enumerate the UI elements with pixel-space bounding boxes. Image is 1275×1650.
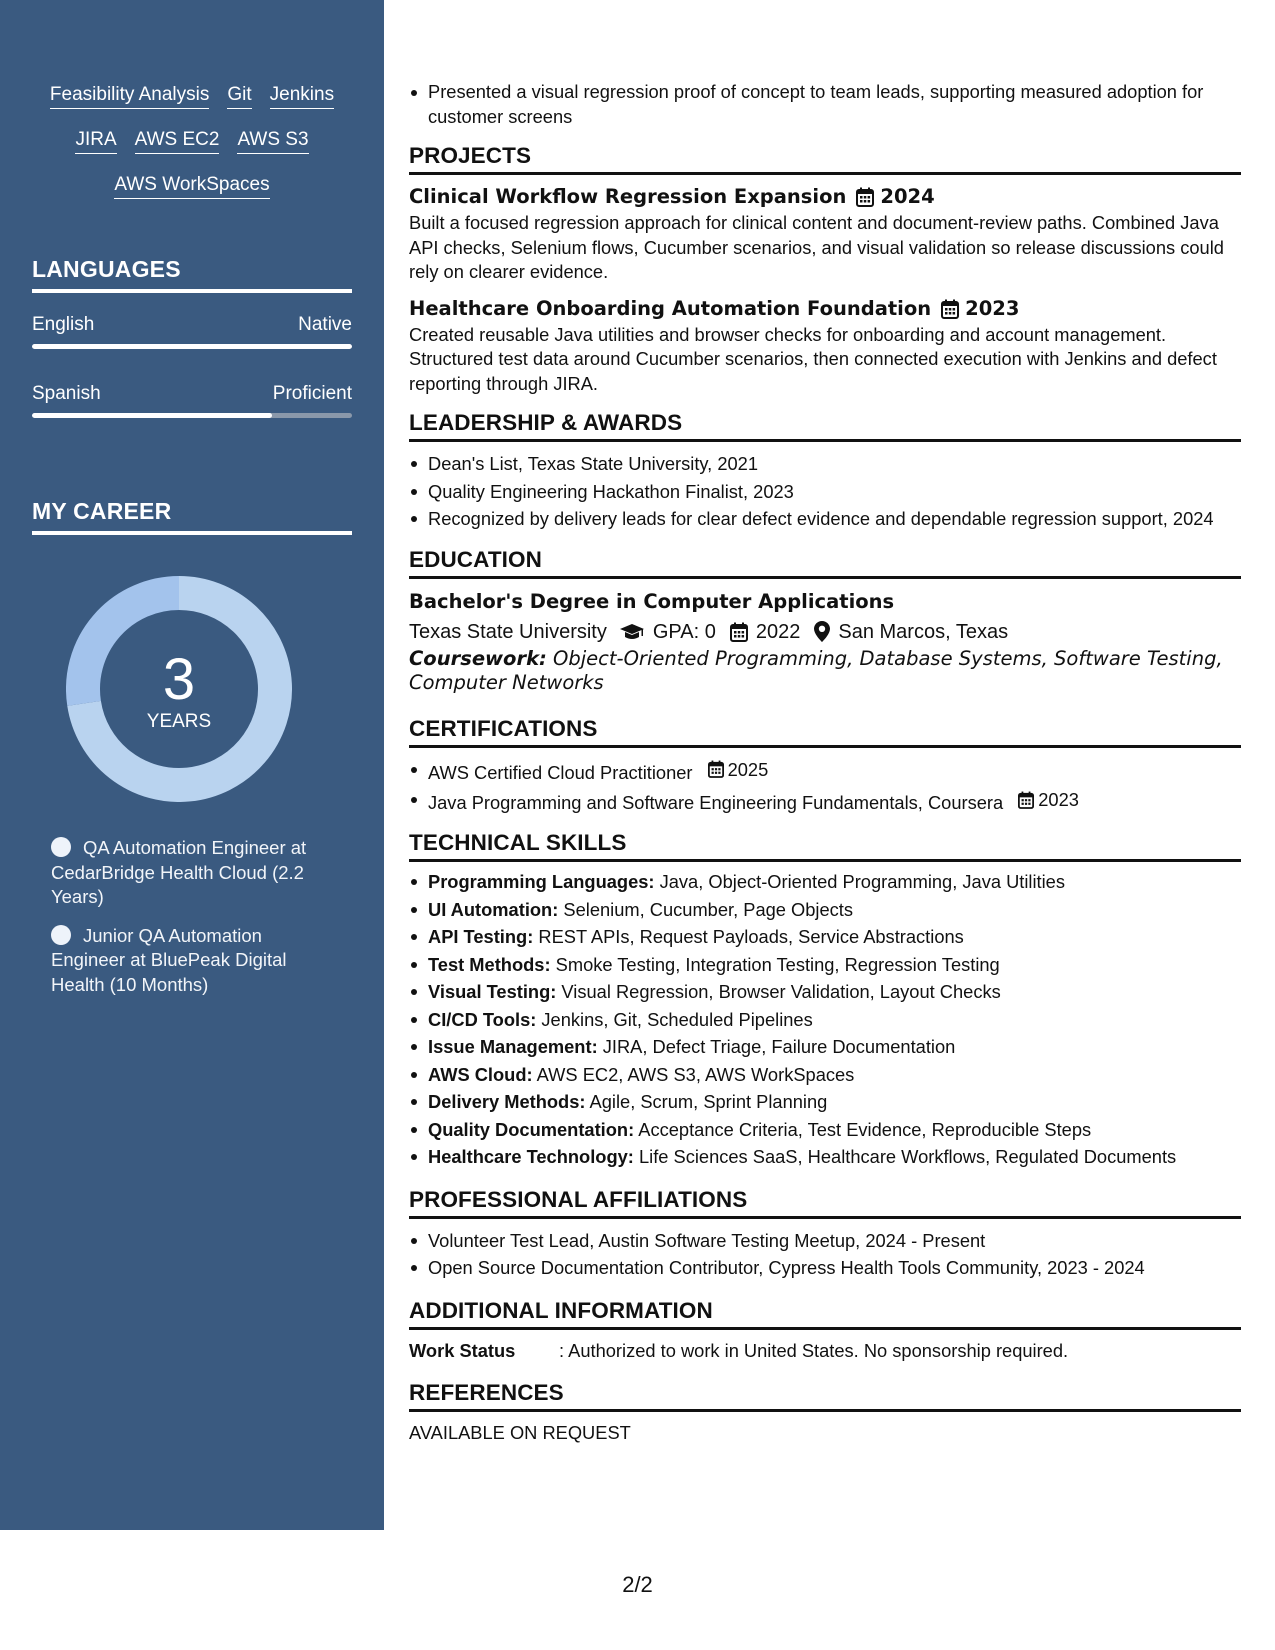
project-description: Created reusable Java utilities and browser checks for onboarding and account management. Structured test data around Cucumber scenarios, then connected execution with Jenkins and defect reporting through JIRA. (409, 323, 1217, 394)
skill-tag: Feasibility Analysis (50, 84, 209, 109)
project-year: 2023 (965, 296, 1020, 320)
list-item (409, 1143, 1241, 1171)
career-item (51, 836, 331, 910)
list-item (409, 786, 1241, 816)
references-text: AVAILABLE ON REQUEST (409, 1421, 631, 1443)
language-bar-fill (32, 344, 352, 349)
language-bar-spanish (32, 413, 352, 418)
skill-values: Smoke Testing, Integration Testing, Regression Testing (550, 953, 1000, 975)
skill-category: CI/CD Tools: (428, 1008, 537, 1030)
skill-tag: JIRA (75, 129, 116, 154)
language-level: Native (298, 314, 352, 335)
project-date (856, 183, 934, 211)
list-item: Quality Engineering Hackathon Finalist, 2023 (409, 478, 1241, 506)
references-heading: REFERENCES (409, 1380, 1241, 1412)
skill-category: Visual Testing: (428, 981, 557, 1002)
language-level: Proficient (272, 383, 352, 404)
certification-name: AWS Certified Cloud Practitioner (428, 761, 693, 783)
certification-year: 2025 (727, 758, 769, 780)
project-title (409, 295, 1241, 323)
skill-row (32, 84, 352, 109)
certification-date (708, 756, 769, 784)
coursework-list: Object-Oriented Programming, Database Systems, Software Testing, Computer Networks (409, 646, 1223, 694)
career-item (51, 924, 331, 998)
project-title (409, 183, 1241, 211)
certification-name: Java Programming and Software Engineering Fundamentals, Coursera (428, 791, 1004, 813)
career-list (51, 836, 331, 1011)
project-date (941, 295, 1019, 323)
skill-values: JIRA, Defect Triage, Failure Documentation (597, 1036, 956, 1057)
career-legend-dot (51, 925, 71, 945)
calendar-icon (941, 299, 959, 319)
skill-values: REST APIs, Request Payloads, Service Abstractions (533, 926, 964, 947)
school-name: Texas State University (409, 620, 607, 643)
technical-skills-list (409, 868, 1241, 1171)
list-item (409, 756, 1241, 786)
education-meta (409, 617, 1241, 647)
skill-values: Life Sciences SaaS, Healthcare Workflows, Regulated Documents (633, 1146, 1177, 1167)
skill-category: Test Methods: (428, 953, 551, 975)
list-item: Open Source Documentation Contributor, Cypress Health Tools Community, 2023 - 2024 (409, 1254, 1241, 1282)
skill-tag: AWS EC2 (135, 129, 220, 154)
skill-values: Visual Regression, Browser Validation, Layout Checks (556, 981, 1001, 1002)
education-heading: EDUCATION (409, 547, 1241, 579)
language-bar-english (32, 344, 352, 349)
projects-heading: PROJECTS (409, 143, 1241, 175)
calendar-icon (730, 622, 748, 642)
work-status (409, 1338, 1241, 1364)
skill-category: Delivery Methods: (428, 1091, 586, 1112)
list-item (409, 923, 1241, 951)
work-status-value: : Authorized to work in United States. No sponsorship required. (559, 1339, 1069, 1361)
skill-category: Quality Documentation: (428, 1118, 635, 1140)
career-item-text: QA Automation Engineer at CedarBridge Health Cloud (2.2 Years) (51, 837, 307, 907)
skill-category: Issue Management: (428, 1036, 598, 1057)
project-year: 2024 (880, 185, 935, 208)
skill-row (32, 174, 352, 199)
project-name: Clinical Workflow Regression Expansion (409, 185, 847, 208)
experience-bullets (409, 80, 1241, 129)
language-row-english (32, 314, 352, 336)
list-item (409, 1088, 1241, 1116)
school-location: San Marcos, Texas (838, 620, 1009, 643)
list-item (409, 1061, 1241, 1089)
skill-values: Jenkins, Git, Scheduled Pipelines (536, 1008, 813, 1030)
career-item-text: Junior QA Automation Engineer at BluePeak Digital Health (10 Months) (51, 924, 287, 995)
skill-category: UI Automation: (428, 898, 559, 920)
skill-values: Agile, Scrum, Sprint Planning (585, 1091, 828, 1112)
certifications-list (409, 756, 1241, 817)
technical-skills-heading: TECHNICAL SKILLS (409, 830, 1241, 862)
language-name: Spanish (32, 383, 101, 404)
graduation-cap-icon (619, 622, 645, 642)
calendar-icon (708, 760, 724, 778)
work-status-label: Work Status (409, 1339, 516, 1361)
skill-values: Acceptance Criteria, Test Evidence, Reproducible Steps (634, 1118, 1092, 1140)
career-total-number: 3 (162, 647, 196, 712)
language-name: English (32, 314, 95, 335)
certifications-heading: CERTIFICATIONS (409, 716, 1241, 748)
career-total-unit: YEARS (146, 711, 212, 732)
skill-category: Programming Languages: (428, 871, 655, 892)
affiliations-heading: PROFESSIONAL AFFILIATIONS (409, 1187, 1241, 1219)
coursework-label: Coursework: (409, 646, 547, 670)
skill-tag: Jenkins (270, 84, 334, 109)
project-description: Built a focused regression approach for clinical content and document-review paths. Combined Java API checks, Selenium flows, Cucumber scenarios, and visual validation so release discussions could rely on clearer evidence. (409, 212, 1224, 282)
page-number: 2/2 (622, 1572, 653, 1597)
leadership-heading: LEADERSHIP & AWARDS (409, 410, 1241, 442)
certification-year: 2023 (1038, 788, 1079, 810)
list-item (409, 896, 1241, 924)
certification-date (1018, 786, 1079, 814)
skill-category: AWS Cloud: (428, 1063, 533, 1085)
list-item: Volunteer Test Lead, Austin Software Testing Meetup, 2024 - Present (409, 1227, 1241, 1255)
calendar-icon (1018, 791, 1034, 809)
graduation-year: 2022 (755, 620, 801, 643)
skill-values: AWS EC2, AWS S3, AWS WorkSpaces (532, 1063, 855, 1085)
skill-tags (32, 84, 352, 219)
career-heading: MY CAREER (32, 498, 352, 535)
list-item (409, 1006, 1241, 1034)
coursework (409, 647, 1241, 696)
skill-row (32, 129, 352, 154)
sidebar (0, 0, 384, 1530)
language-bar-fill (32, 413, 272, 418)
skill-values: Selenium, Cucumber, Page Objects (558, 898, 854, 920)
language-row-spanish (32, 383, 352, 405)
list-item: Dean's List, Texas State University, 2021 (409, 450, 1241, 478)
skill-values: Java, Object-Oriented Programming, Java Utilities (654, 871, 1065, 892)
main-content (409, 80, 1241, 1446)
skill-tag: Git (227, 84, 251, 109)
list-item (409, 1116, 1241, 1144)
list-item (409, 868, 1241, 896)
additional-info-heading: ADDITIONAL INFORMATION (409, 1298, 1241, 1330)
list-item (409, 978, 1241, 1006)
affiliations-list (409, 1227, 1241, 1282)
list-item: Recognized by delivery leads for clear defect evidence and dependable regression support, 2024 (409, 505, 1241, 533)
leadership-list (409, 450, 1241, 533)
skill-tag: AWS S3 (237, 129, 308, 154)
project-name: Healthcare Onboarding Automation Foundation (409, 296, 932, 320)
list-item (409, 1033, 1241, 1061)
list-item (409, 951, 1241, 979)
skill-tag: AWS WorkSpaces (114, 174, 269, 199)
degree-title: Bachelor's Degree in Computer Applications (409, 589, 895, 613)
skill-category: Healthcare Technology: (428, 1146, 634, 1167)
languages-heading: LANGUAGES (32, 256, 352, 293)
list-item: Presented a visual regression proof of concept to team leads, supporting measured adoption for customer screens (409, 80, 1241, 129)
career-legend-dot (51, 837, 71, 857)
skill-category: API Testing: (428, 926, 534, 947)
location-pin-icon (814, 621, 830, 642)
gpa: GPA: 0 (652, 620, 716, 643)
calendar-icon (856, 187, 874, 207)
